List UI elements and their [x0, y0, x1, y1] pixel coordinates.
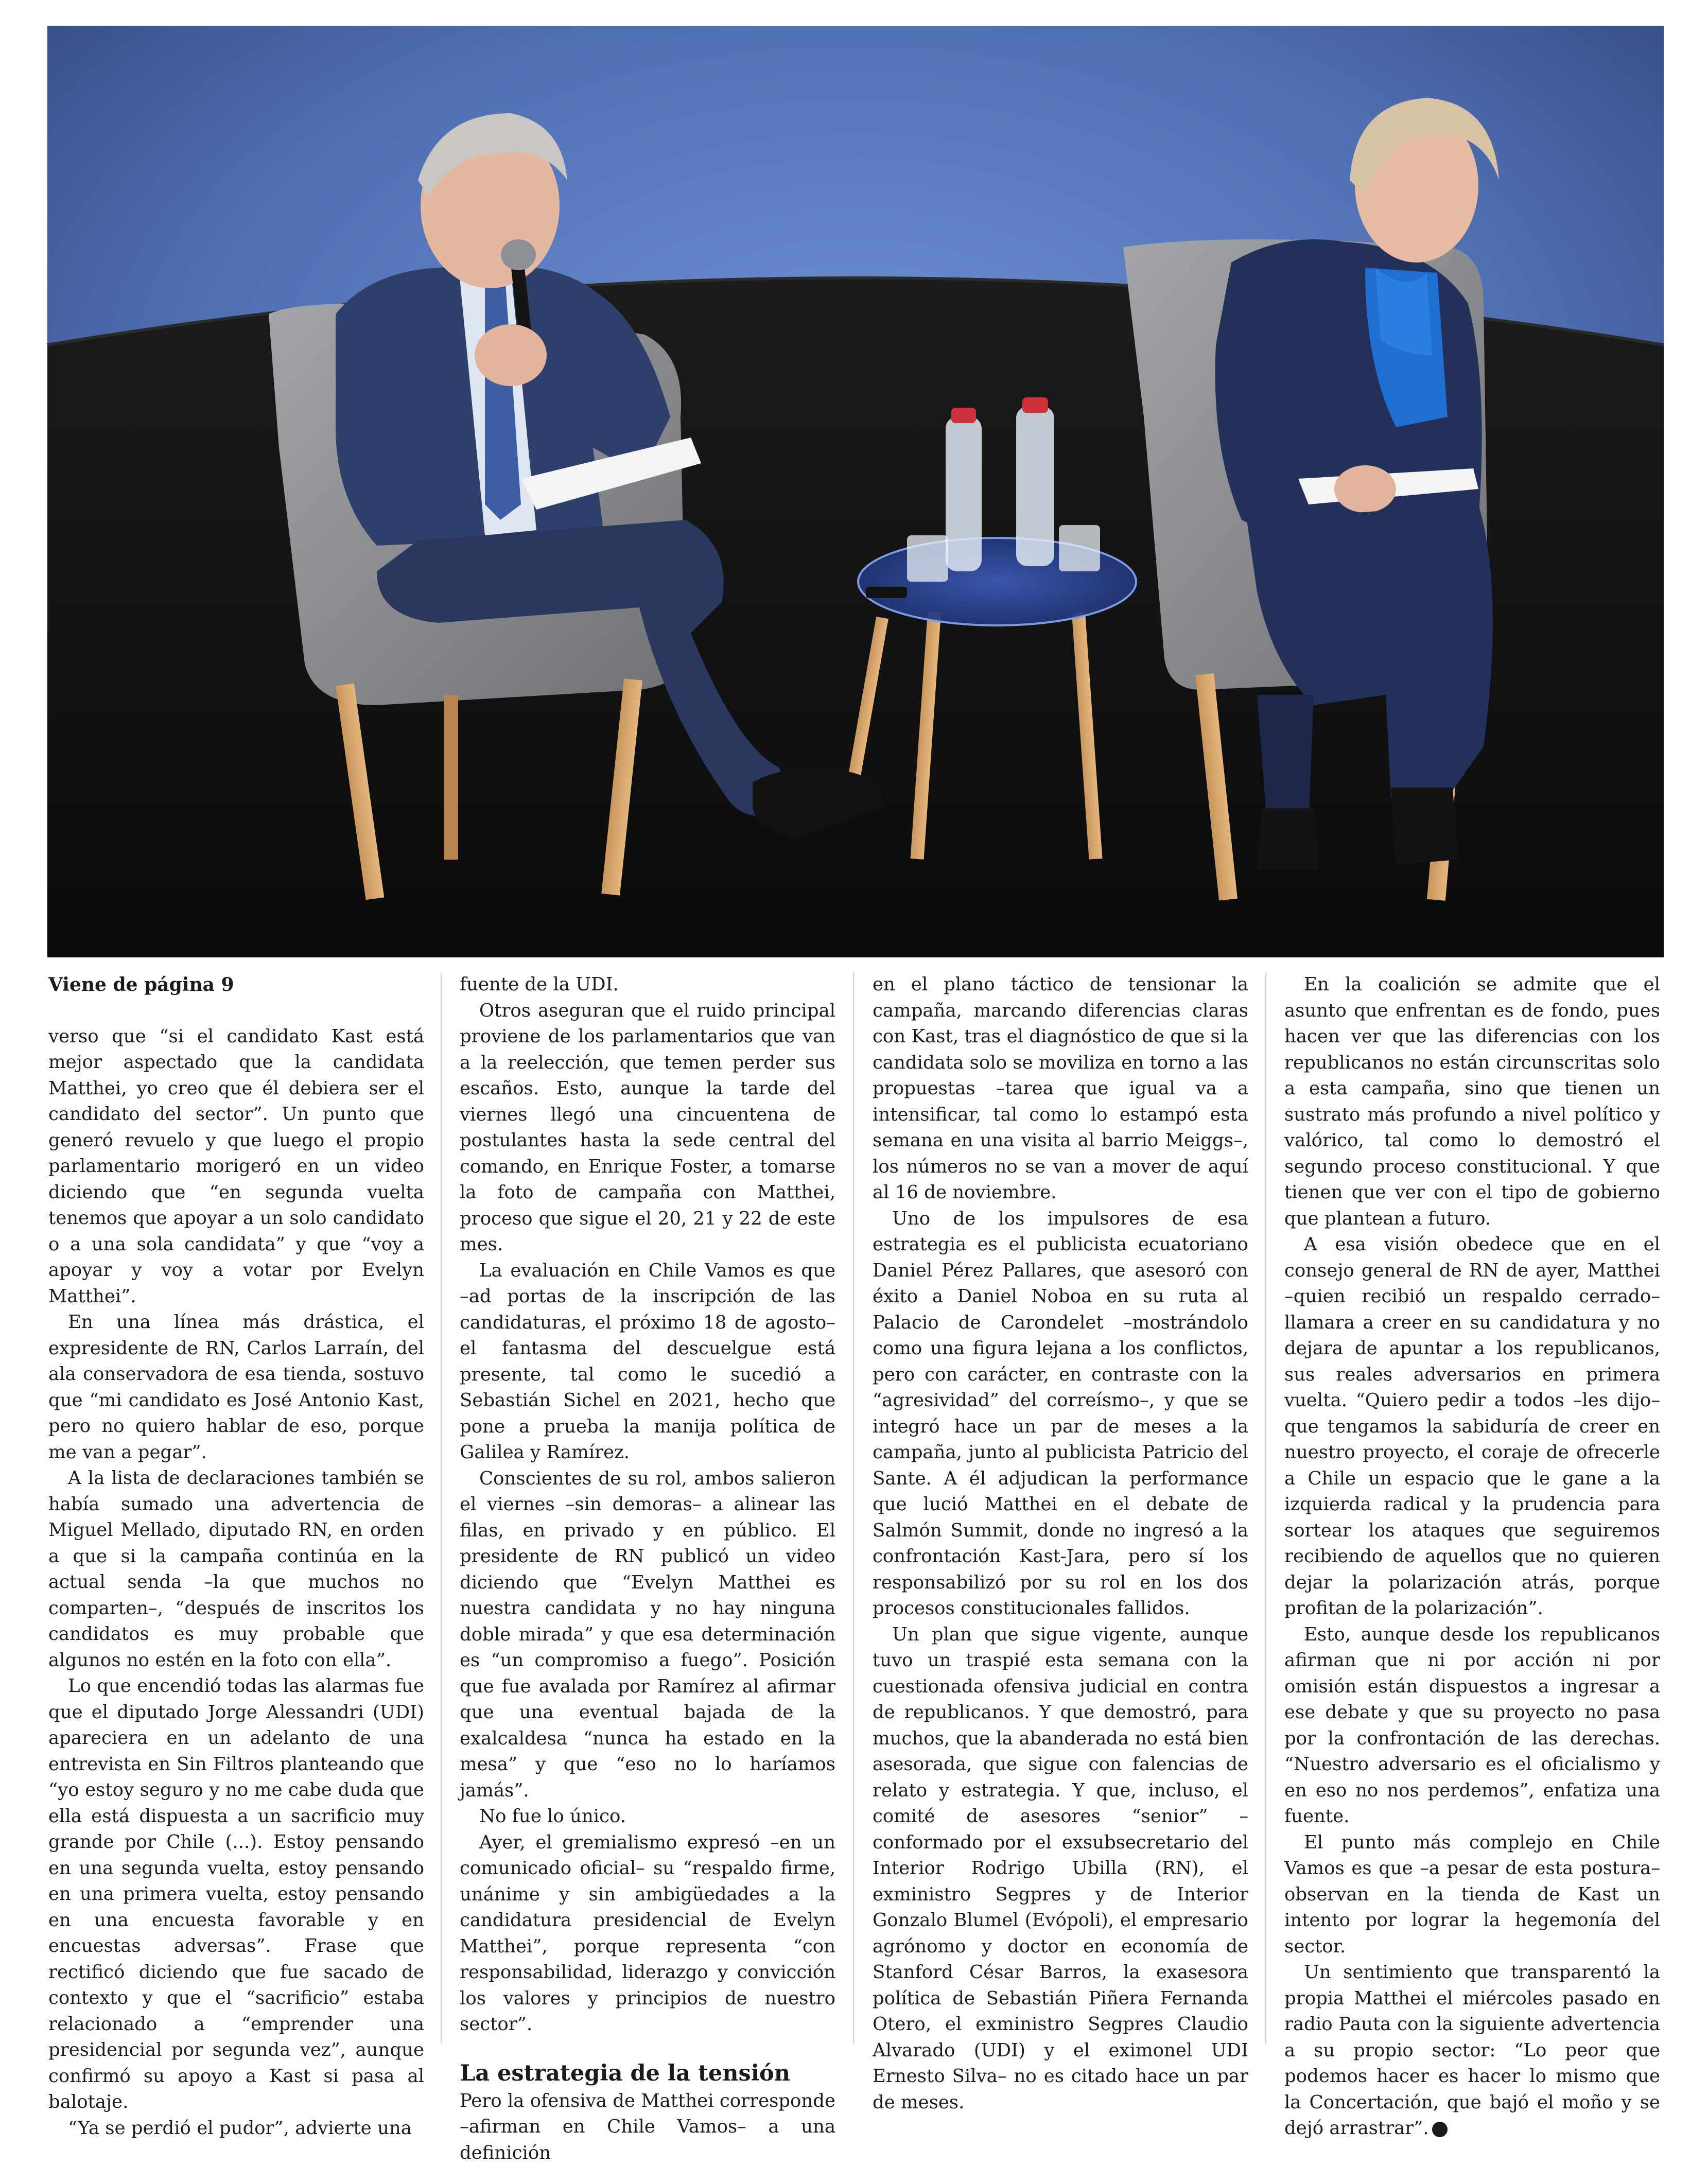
article-paragraph: No fue lo único. — [460, 1804, 835, 1830]
article-paragraph: El punto más complejo en Chile Vamos es que –a pesar de esta postura– observan en la tienda de Kast un intento por lograr la hegemonía del sector. — [1284, 1830, 1660, 1960]
article-paragraph: Uno de los impulsores de esa estrategia es el publicista ecuatoriano Daniel Pérez Pallares, que asesoró con éxito a Daniel Noboa en su ruta al Palacio de Carondelet –mostrándolo como una figura lejana a los conflictos, pero con carácter, en contraste con la “agresividad” del correísmo–, y que se integró hace un par de meses a la campaña, junto al publicista Patricio del Sante. A él adjudican la performance que lució Matthei en el debate de Salmón Summit, donde no ingresó a la confrontación Kast-Jara, pero sí los responsabilizó por su rol en los dos procesos constitucionales fallidos. — [873, 1206, 1248, 1622]
article-paragraph: En la coalición se admite que el asunto que enfrentan es de fondo, pues hacen ver que las diferencias con los republicanos no están circunscritas solo a esta campaña, sino que tienen un sustrato más profundo a nivel político y valórico, tal como lo demostró el segundo proceso constitucional. Y que tienen que ver con el tipo de gobierno que plantean a futuro. — [1284, 972, 1660, 1232]
article-paragraph: A la lista de declaraciones también se había sumado una advertencia de Miguel Mellado, diputado RN, en orden a que si la campaña continúa en la actual senda –la que muchos no comparten–, “después de inscritos los candidatos es muy probable que algunos no estén en la foto con ella”. — [48, 1465, 424, 1673]
article-paragraph: Conscientes de su rol, ambos salieron el viernes –sin demoras– a alinear las filas, en privado y en público. El presidente de RN publicó un video diciendo que “Evelyn Matthei es nuestra candidata y no hay ninguna doble mirada” y que esa determinación es “un compromiso a fuego”. Posición que fue avalada por Ramírez al afirmar que una eventual bajada de la exalcaldesa “nunca ha estado en la mesa” y que “eso no lo haríamos jamás”. — [460, 1466, 835, 1804]
article-column-4 — [1284, 972, 1660, 2048]
article-paragraph — [1284, 1960, 1660, 2142]
article-column-2 — [460, 972, 835, 2048]
continued-from-kicker: Viene de página 9 — [48, 972, 424, 998]
article-paragraph: verso que “si el candidato Kast está mejor aspectado que la candidata Matthei, yo creo que él debiera ser el candidato del sector”. Un punto que generó revuelo y que luego el propio parlamentario morigeró en un video diciendo que “en segunda vuelta tenemos que apoyar a un solo candidato o a una sola candidata” y que “voy a apoyar y voy a votar por Evelyn Matthei”. — [48, 1024, 424, 1310]
column-divider — [1265, 973, 1266, 2043]
article-paragraph: Otros aseguran que el ruido principal proviene de los parlamentarios que van a la reelección, que temen perder sus escaños. Esto, aunque la tarde del viernes llegó una cincuentena de postulantes hasta la sede central del comando, en Enrique Foster, a tomarse la foto de campaña con Matthei, proceso que sigue el 20, 21 y 22 de este mes. — [460, 998, 835, 1258]
article-column-3 — [873, 972, 1248, 2048]
article-paragraph-text: Un sentimiento que transparentó la propia Matthei el miércoles pasado en radio Pauta con la siguiente advertencia a su propio sector: “Lo peor que podemos hacer es hacer lo mismo que la Concertación, que bajó el moño y se dejó arrastrar”. — [1284, 1962, 1660, 2139]
article-paragraph: Un plan que sigue vigente, aunque tuvo un traspié esta semana con la cuestionada ofensiva judicial en contra de republicanos. Y que demostró, para muchos, que la abanderada no está bien asesorada, que sigue con falencias de relato y estrategia. Y que, incluso, el comité de asesores “senior” –conformado por el exsubsecretario del Interior Rodrigo Ubilla (RN), el exministro Segpres y de Interior Gonzalo Blumel (Evópoli), el empresario agrónomo y doctor en economía de Stanford César Barros, la exasesora política de Sebastián Piñera Fernanda Otero, el exministro Segpres Claudio Alvarado (UDI) y el eximonel UDI Ernesto Silva– no es citado hace un par de meses. — [873, 1622, 1248, 2116]
article-paragraph: fuente de la UDI. — [460, 972, 835, 998]
article-paragraph: A esa visión obedece que en el consejo general de RN de ayer, Matthei –quien recibió un respaldo cerrado– llamara a creer en su candidatura y no dejara de apuntar a los republicanos, sus reales adversarios en primera vuelta. “Quiero pedir a todos –les dijo– que tengamos la sabiduría de creer en nuestro proyecto, el coraje de ofrecerle a Chile un espacio que le gane a la izquierda radical y la prudencia para sortear los ataques que seguiremos recibiendo de aquellos que no quieren dejar la polarización atrás, porque profitan de la polarización”. — [1284, 1232, 1660, 1622]
article-paragraph: en el plano táctico de tensionar la campaña, marcando diferencias claras con Kast, tras el diagnóstico de que si la candidata solo se moviliza en torno a las propuestas –tarea que igual va a intensificar, tal como lo estampó esta semana en una visita al barrio Meiggs–, los números no se van a mover de aquí al 16 de noviembre. — [873, 972, 1248, 1206]
section-subheading: La estrategia de la tensión — [460, 2060, 835, 2086]
article-paragraph: Esto, aunque desde los republicanos afirman que ni por acción ni por omisión están dispuestos a ingresar a ese debate y que su proyecto no pasa por la confrontación de las derechas. “Nuestro adversario es el oficialismo y en eso no nos perdemos”, enfatiza una fuente. — [1284, 1622, 1660, 1830]
end-of-article-icon: D — [1432, 2122, 1448, 2137]
article-paragraph: La evaluación en Chile Vamos es que –ad portas de la inscripción de las candidaturas, el próximo 18 de agosto– el fantasma del descuelgue está presente, tal como le sucedió a Sebastián Sichel en 2021, hecho que pone a prueba la manija política de Galilea y Ramírez. — [460, 1258, 835, 1466]
article-paragraph: En una línea más drástica, el expresidente de RN, Carlos Larraín, del ala conservadora de esa tienda, sostuvo que “mi candidato es José Antonio Kast, pero no quiero hablar de eso, porque me van a pegar”. — [48, 1309, 424, 1465]
column-divider — [853, 973, 854, 2043]
article-paragraph: Ayer, el gremialismo expresó –en un comunicado oficial– su “respaldo firme, unánime y sin ambigüedades a la candidatura presidencial de Evelyn Matthei”, porque representa “con responsabilidad, liderazgo y convicción los valores y principios de nuestro sector”. — [460, 1830, 835, 2038]
article-paragraph: Pero la ofensiva de Matthei corresponde –afirman en Chile Vamos– a una definición — [460, 2088, 835, 2166]
article-column-1 — [48, 972, 424, 2048]
article-paragraph: “Ya se perdió el pudor”, advierte una — [48, 2116, 424, 2142]
article-paragraph: Lo que encendió todas las alarmas fue que el diputado Jorge Alessandri (UDI) apareciera en un adelanto de una entrevista en Sin Filtros planteando que “yo estoy seguro y no me cabe duda que ella está dispuesta a un sacrificio muy grande por Chile (...). Estoy pensando en una segunda vuelta, estoy pensando en una primera vuelta, estoy pensando en una encuesta favorable y en encuestas adversas”. Frase que rectificó diciendo que fue sacado de contexto y que el “sacrificio” estaba relacionado a “emprender una presidencial por segunda vez”, aunque confirmó su apoyo a Kast si pasa al balotaje. — [48, 1673, 424, 2116]
stage-photo-image — [47, 26, 1664, 957]
column-divider — [441, 973, 442, 2043]
